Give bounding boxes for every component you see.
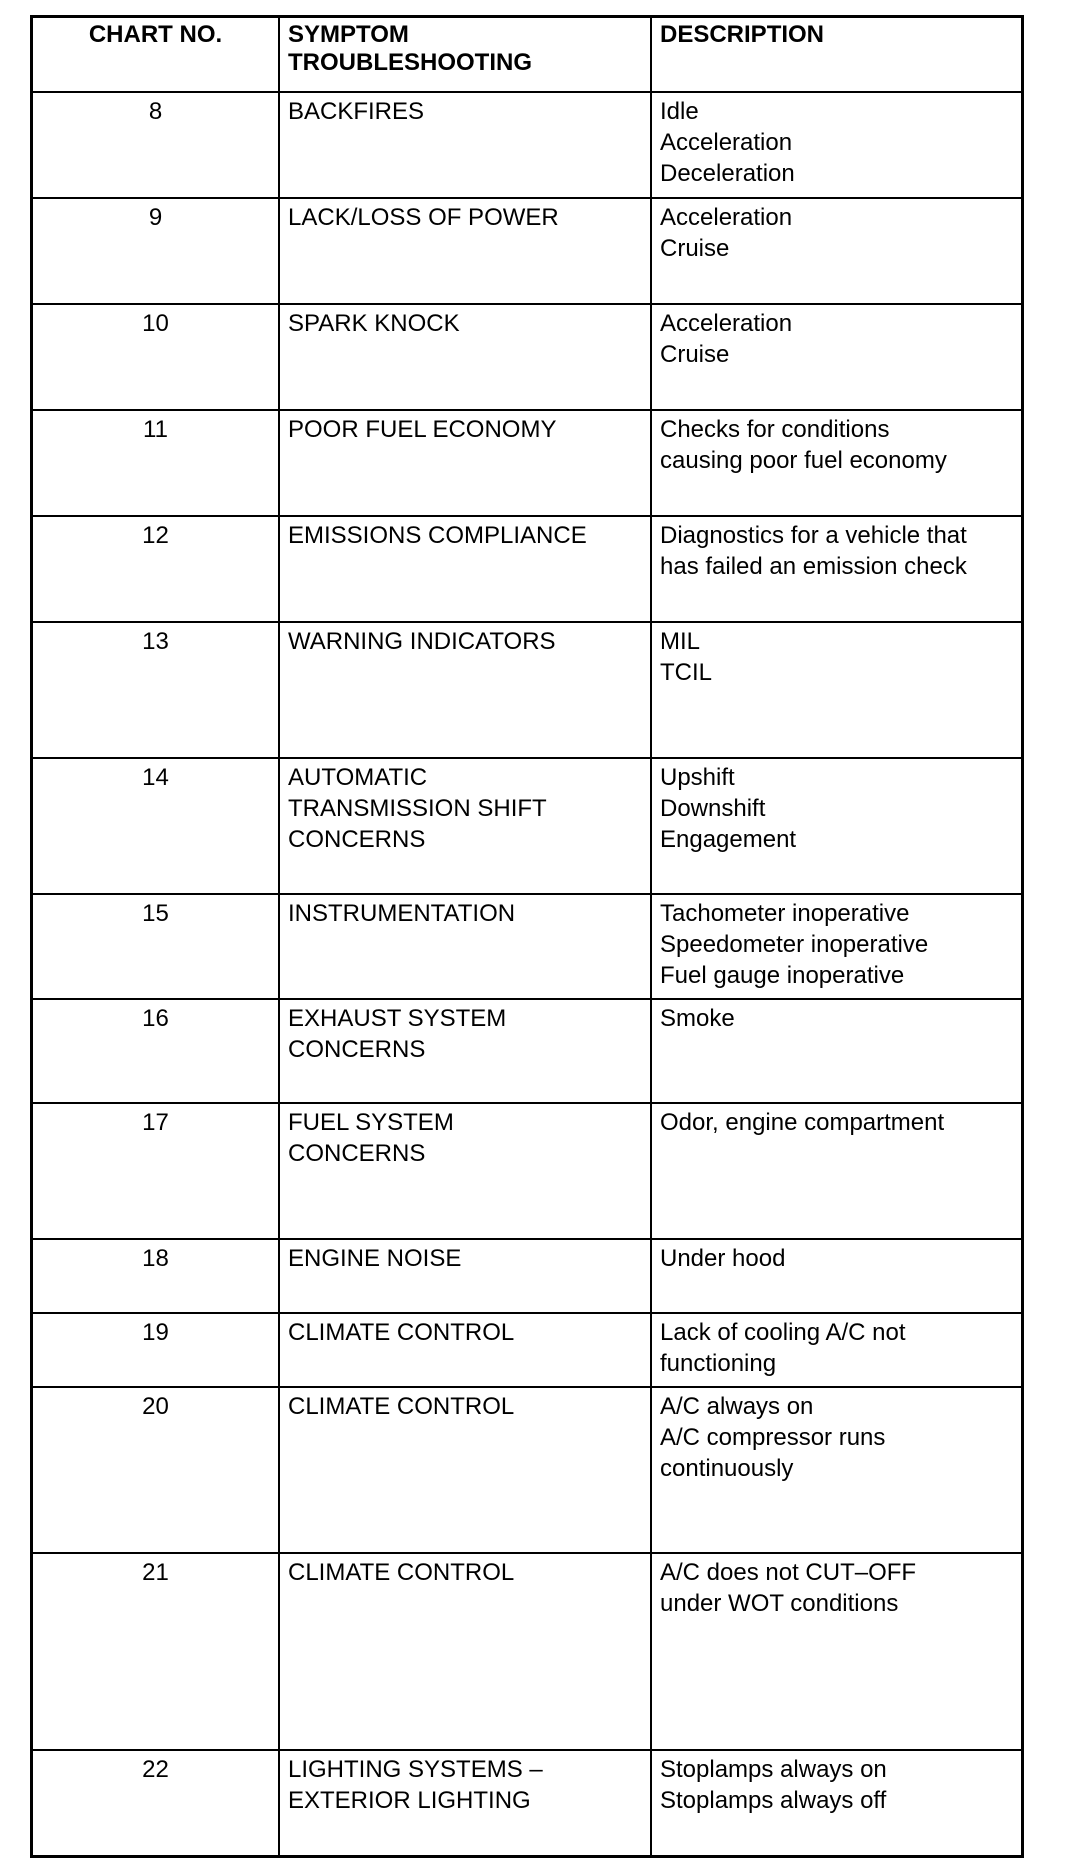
chart-no-cell: 18 [33,1240,280,1312]
symptom-cell: EXHAUST SYSTEM CONCERNS [280,1000,652,1102]
header-symptom: SYMPTOM TROUBLESHOOTING [280,18,652,91]
description-cell: Checks for conditions causing poor fuel economy [660,416,947,474]
chart-no-cell: 12 [33,517,280,621]
symptom-cell: ENGINE NOISE [280,1240,652,1312]
symptom-cell: CLIMATE CONTROL [280,1554,652,1749]
chart-no-cell: 15 [33,895,280,998]
symptom-cell: LIGHTING SYSTEMS – EXTERIOR LIGHTING [280,1751,652,1855]
description-cell: MIL TCIL [660,628,713,686]
symptom-cell: EMISSIONS COMPLIANCE [280,517,652,621]
chart-no-cell: 19 [33,1314,280,1386]
table-row [33,1240,1021,1314]
header-chart-no: CHART NO. [33,18,280,91]
chart-no-cell: 22 [33,1751,280,1855]
table-row [33,1554,1021,1751]
symptom-cell: AUTOMATIC TRANSMISSION SHIFT CONCERNS [280,759,652,893]
symptom-cell: CLIMATE CONTROL [280,1314,652,1386]
table-row [33,199,1021,305]
chart-no-cell: 20 [33,1388,280,1552]
description-cell: Under hood [660,1245,786,1272]
description-cell: A/C always on A/C compressor runs continuously [660,1393,886,1482]
table-row [33,895,1021,1000]
symptom-cell: LACK/LOSS OF POWER [280,199,652,303]
symptom-cell: FUEL SYSTEM CONCERNS [280,1104,652,1238]
table-row [33,1388,1021,1554]
table-row [33,1314,1021,1388]
table-row [33,1000,1021,1104]
table-row [33,759,1021,895]
header-description: DESCRIPTION [660,21,825,48]
chart-no-cell: 16 [33,1000,280,1102]
table-row [33,517,1021,623]
chart-no-cell: 9 [33,199,280,303]
table-header-row [33,18,1021,93]
chart-no-cell: 11 [33,411,280,515]
chart-no-cell: 10 [33,305,280,409]
symptom-cell: CLIMATE CONTROL [280,1388,652,1552]
symptom-cell: BACKFIRES [280,93,652,197]
description-cell: Lack of cooling A/C not functioning [660,1319,906,1377]
chart-no-cell: 8 [33,93,280,197]
description-cell: Idle Acceleration Deceleration [660,98,795,187]
table-row [33,1104,1021,1240]
table-row [33,305,1021,411]
table-row [33,93,1021,199]
table-row [33,411,1021,517]
description-cell: Diagnostics for a vehicle that has failed an emission check [660,522,967,580]
description-cell: Upshift Downshift Engagement [660,764,797,853]
symptom-cell: POOR FUEL ECONOMY [280,411,652,515]
table-row [33,1751,1021,1855]
description-cell: Smoke [660,1005,735,1032]
description-cell: Odor, engine compartment [660,1109,945,1136]
description-cell: Acceleration Cruise [660,310,793,368]
troubleshooting-chart-table [30,15,1024,1858]
description-cell: Stoplamps always on Stoplamps always off [660,1756,887,1814]
symptom-cell: INSTRUMENTATION [280,895,652,998]
chart-no-cell: 13 [33,623,280,757]
table-row [33,623,1021,759]
description-cell: Tachometer inoperative Speedometer inoperative Fuel gauge inoperative [660,900,929,989]
symptom-cell: WARNING INDICATORS [280,623,652,757]
symptom-cell: SPARK KNOCK [280,305,652,409]
description-cell: A/C does not CUT–OFF under WOT conditions [660,1559,917,1617]
description-cell: Acceleration Cruise [660,204,793,262]
chart-no-cell: 17 [33,1104,280,1238]
chart-no-cell: 21 [33,1554,280,1749]
chart-no-cell: 14 [33,759,280,893]
